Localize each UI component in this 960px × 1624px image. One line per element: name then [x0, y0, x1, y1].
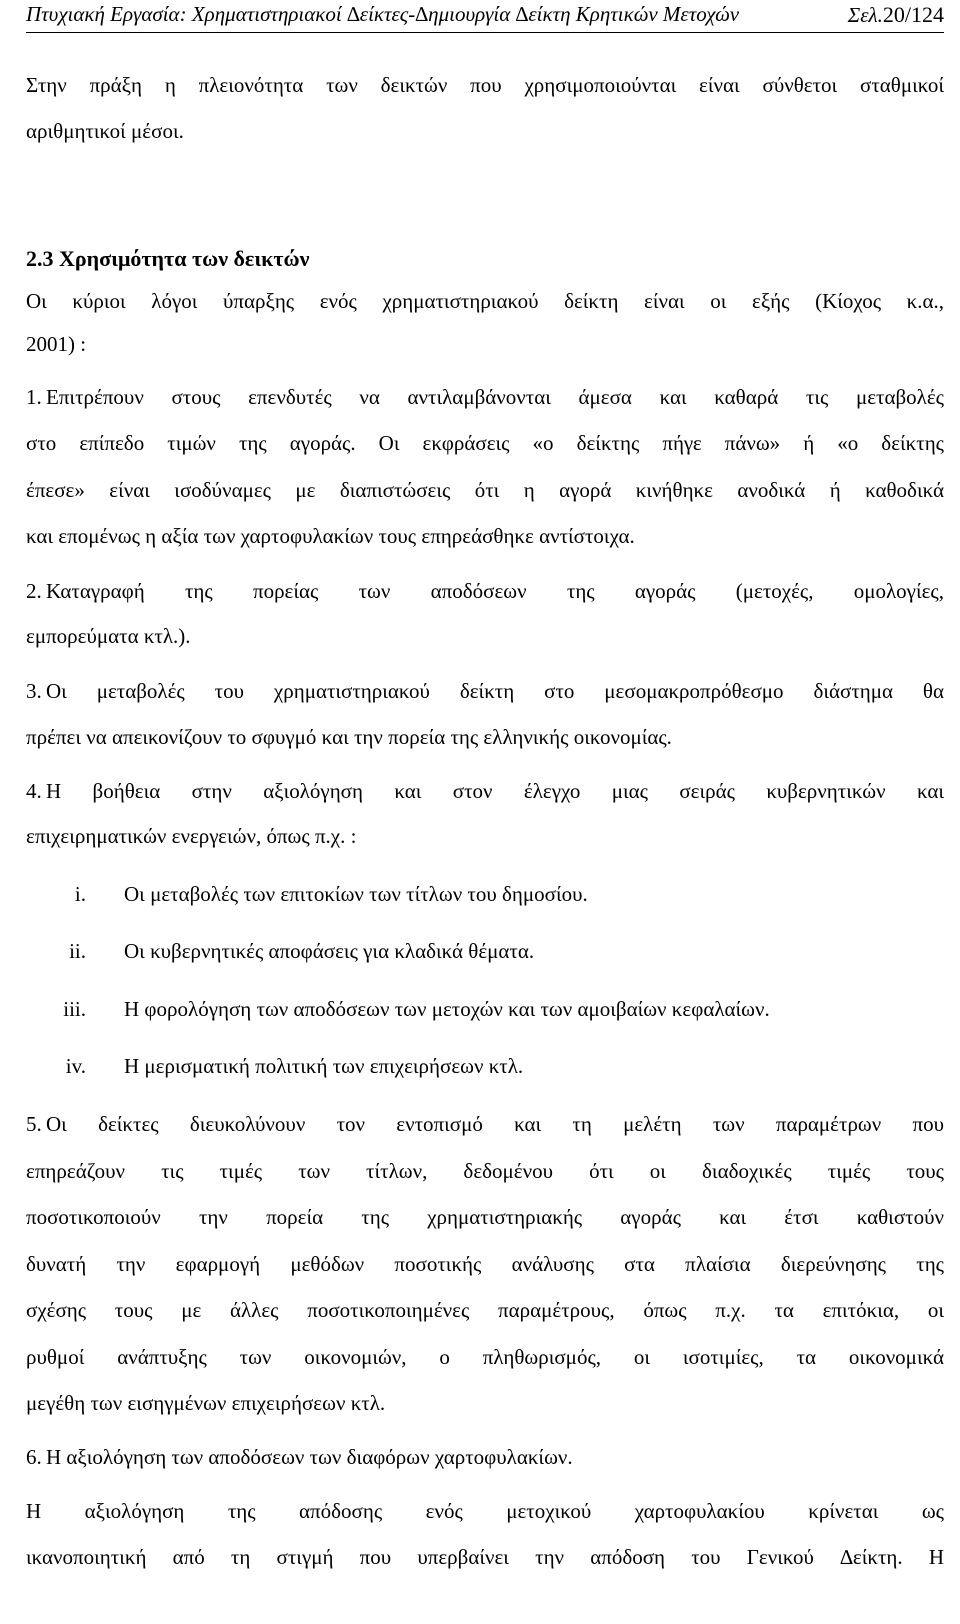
list-marker: 5. — [26, 1112, 42, 1136]
paragraph-line: ικανοποιητική από τη στιγμή που υπερβαίνει την απόδοση του Γενικού ∆είκτη. Η — [26, 1545, 944, 1569]
section-heading: 2.3 Χρησιμότητα των δεικτών — [26, 246, 310, 271]
list-item-line: και επομένως η αξία των χαρτοφυλακίων τους επηρεάσθηκε αντίστοιχα. — [26, 524, 635, 548]
list-item-line: επιχειρηματικών ενεργειών, όπως π.χ. : — [26, 824, 357, 848]
sublist-item: Οι κυβερνητικές αποφάσεις για κλαδικά θέματα. — [124, 939, 535, 963]
list-item-line: Οι δείκτες διευκολύνουν τον εντοπισμό και τη μελέτη των παραμέτρων που — [46, 1112, 944, 1136]
list-item-line: ρυθμοί ανάπτυξης των οικονομιών, ο πληθωρισμός, οι ισοτιμίες, τα οικονομικά — [26, 1345, 944, 1369]
list-item-line: Επιτρέπουν στους επενδυτές να αντιλαμβάνονται άμεσα και καθαρά τις μεταβολές — [46, 385, 944, 409]
list-item-line: σχέσης τους με άλλες ποσοτικοποιημένες παραμέτρους, όπως π.χ. τα επιτόκια, οι — [26, 1298, 944, 1322]
list-item-line: επηρεάζουν τις τιμές των τίτλων, δεδομένου ότι οι διαδοχικές τιμές τους — [26, 1159, 944, 1183]
list-item-line: Η βοήθεια στην αξιολόγηση και στον έλεγχο μιας σειράς κυβερνητικών και — [46, 779, 944, 803]
list-item-line: μεγέθη των εισηγμένων επιχειρήσεων κτλ. — [26, 1391, 386, 1415]
page-prefix: Σελ. — [847, 3, 883, 27]
paragraph-line: 2001) : — [26, 332, 87, 356]
list-item-line: δυνατή την εφαρμογή μεθόδων ποσοτικής ανάλυσης στα πλαίσια διερεύνησης της — [26, 1252, 944, 1276]
list-item-line: ποσοτικοποιούν την πορεία της χρηματιστηριακής αγοράς και έτσι καθιστούν — [26, 1205, 944, 1229]
list-marker: 3. — [26, 679, 42, 703]
running-header — [26, 0, 944, 33]
sublist-item: Η φορολόγηση των αποδόσεων των μετοχών και των αμοιβαίων κεφαλαίων. — [124, 997, 770, 1021]
list-marker: 4. — [26, 779, 42, 803]
sublist-item: Οι μεταβολές των επιτοκίων των τίτλων του δημοσίου. — [124, 882, 588, 906]
list-item-line: έπεσε» είναι ισοδύναμες με διαπιστώσεις ότι η αγορά κινήθηκε ανοδικά ή καθοδικά — [26, 478, 944, 502]
list-item-line: στο επίπεδο τιμών της αγοράς. Οι εκφράσεις «ο δείκτης πήγε πάνω» ή «ο δείκτης — [26, 431, 944, 455]
header-title: Πτυχιακή Εργασία: Χρηματιστηριακοί ∆είκτες-∆ημιουργία ∆είκτη Κρητικών Μετοχών — [26, 2, 740, 26]
list-item-line: εμπορεύματα κτλ.). — [26, 624, 191, 648]
list-item-line: Οι μεταβολές του χρηματιστηριακού δείκτη στο μεσομακροπρόθεσμο διάστημα θα — [46, 679, 944, 703]
list-item-line: πρέπει να απεικονίζουν το σφυγμό και την πορεία της ελληνικής οικονομίας. — [26, 725, 672, 749]
sublist-marker: ii. — [69, 939, 86, 963]
sublist-marker: iv. — [65, 1054, 86, 1078]
list-item-line: Καταγραφή της πορείας των αποδόσεων της αγοράς (μετοχές, ομολογίες, — [46, 579, 944, 603]
list-marker: 2. — [26, 579, 42, 603]
paragraph-line: αριθμητικοί μέσοι. — [26, 119, 184, 143]
list-marker: 1. — [26, 385, 42, 409]
page-number — [848, 2, 944, 28]
list-marker: 6. — [26, 1445, 42, 1469]
paragraph-line: Οι κύριοι λόγοι ύπαρξης ενός χρηματιστηριακού δείκτη είναι οι εξής (Κίοχος κ.α., — [26, 289, 944, 313]
sublist-marker: i. — [74, 882, 86, 906]
page-number-value: 20/124 — [882, 2, 944, 27]
paragraph-line: Στην πράξη η πλειονότητα των δεικτών που χρησιμοποιούνται είναι σύνθετοι σταθμικοί — [26, 73, 944, 97]
paragraph-line: Η αξιολόγηση της απόδοσης ενός μετοχικού χαρτοφυλακίου κρίνεται ως — [26, 1499, 944, 1523]
sublist-item: Η μερισματική πολιτική των επιχειρήσεων κτλ. — [124, 1054, 524, 1078]
list-item-line: Η αξιολόγηση των αποδόσεων των διαφόρων χαρτοφυλακίων. — [46, 1445, 573, 1469]
sublist-marker: iii. — [63, 997, 86, 1021]
